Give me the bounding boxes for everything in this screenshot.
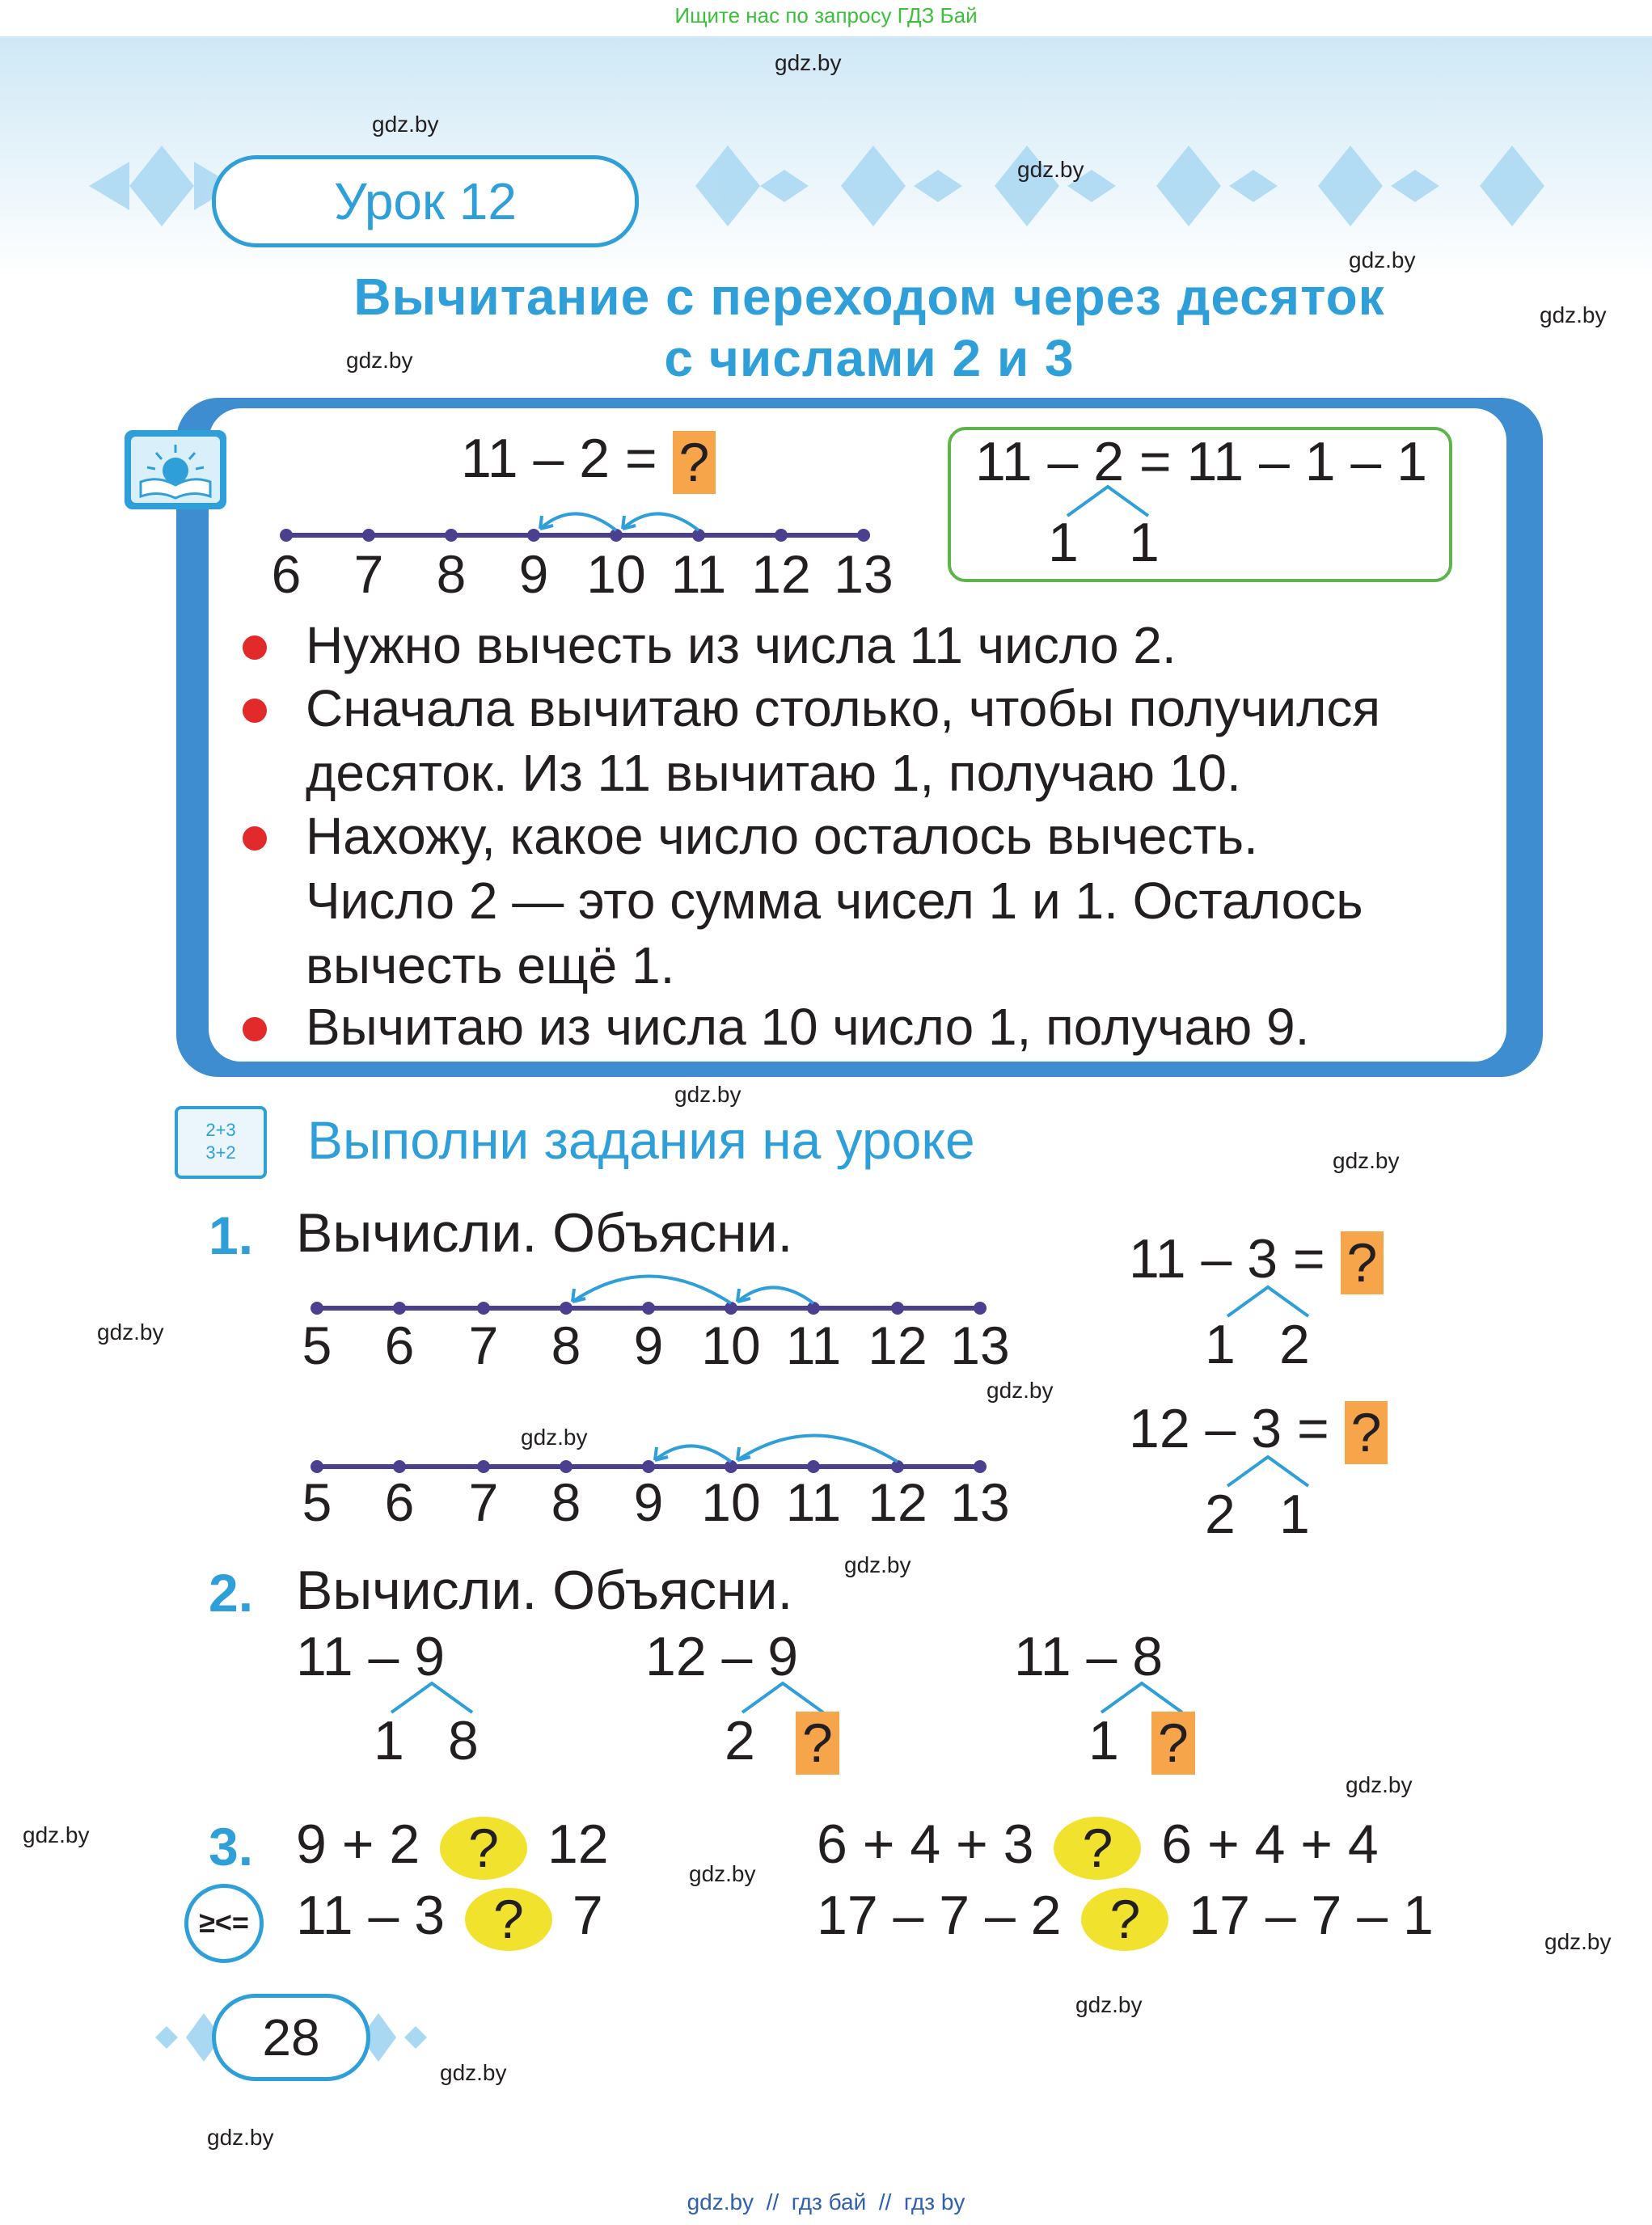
- task3-left: 11 – 3: [296, 1885, 446, 1946]
- tick-label: 6: [384, 1472, 415, 1532]
- bullet-text: [306, 994, 1567, 1059]
- lesson-label: Урок 12: [212, 155, 639, 247]
- task1-eq1-expr: 11 – 3 =: [1129, 1228, 1325, 1290]
- tick-label: 8: [551, 1315, 581, 1375]
- bullet-dot: [243, 826, 267, 851]
- tick-label: 6: [271, 544, 302, 604]
- task1-eq2-expr: 12 – 3 =: [1129, 1398, 1329, 1459]
- tick-label: 5: [302, 1472, 332, 1532]
- tick-label: 9: [518, 544, 549, 604]
- compare-sign-icon: ≥<=: [184, 1884, 264, 1963]
- task3-left: 6 + 4 + 3: [817, 1813, 1034, 1875]
- task3-right: 12: [547, 1813, 609, 1875]
- bullet-text: [306, 804, 1567, 998]
- tick-label: 11: [785, 1472, 842, 1532]
- tick-label: 10: [701, 1315, 761, 1375]
- task1-eq2-part: 1: [1279, 1484, 1310, 1545]
- task3-right: 17 – 7 – 1: [1189, 1885, 1434, 1946]
- task2-item-expr: 11 – 9: [296, 1626, 446, 1687]
- tick-label: 11: [785, 1315, 842, 1375]
- watermark: gdz.by: [372, 112, 439, 137]
- task3-question-circle: ?: [1081, 1888, 1168, 1951]
- task2-item-expr: 11 – 8: [1014, 1626, 1164, 1687]
- bullet-line: Число 2 — это сумма чисел 1 и 1. Осталось: [306, 872, 1363, 930]
- task2-number: 2.: [209, 1563, 254, 1623]
- task1-number: 1.: [209, 1205, 254, 1265]
- page-number: 28: [212, 1994, 370, 2081]
- task2-item-expr: 12 – 9: [645, 1626, 799, 1687]
- watermark: gdz.by: [97, 1319, 164, 1345]
- rule-number-labels: [254, 543, 901, 608]
- bullet-dot: [243, 635, 267, 660]
- task2-item-part: 1: [1088, 1710, 1119, 1771]
- tick-label: 7: [353, 544, 384, 604]
- watermark: gdz.by: [1540, 302, 1607, 327]
- decomposition-part: 1: [1048, 512, 1079, 573]
- task2-item-question: [1151, 1708, 1195, 1775]
- tick-label: 5: [302, 1315, 332, 1375]
- task1-eq1-part: 2: [1279, 1314, 1310, 1375]
- task3-number: 3.: [209, 1817, 254, 1877]
- task1-eq1-part: 1: [1205, 1314, 1236, 1375]
- watermark: gdz.by: [1017, 157, 1084, 182]
- rule-question-box: ?: [673, 431, 716, 494]
- bullet-dot: [243, 1017, 267, 1041]
- task1-text: Вычисли. Объясни.: [296, 1202, 793, 1264]
- task1-eq1-question-box: ?: [1341, 1231, 1384, 1294]
- bullet-dot: [243, 699, 267, 723]
- bullet-line: вычесть ещё 1.: [306, 936, 675, 994]
- bullet-text: [306, 676, 1567, 805]
- board-icon: [175, 1106, 267, 1179]
- tick-label: 13: [950, 1315, 1010, 1375]
- bullet-text: [306, 613, 1567, 678]
- page-title-line1: Вычитание с переходом через десяток: [353, 268, 1385, 326]
- tick-label: 11: [670, 544, 727, 604]
- task2-item-part: 8: [448, 1710, 479, 1771]
- watermark: gdz.by: [844, 1552, 911, 1577]
- task3-question-circle: ?: [1054, 1817, 1141, 1880]
- watermark: gdz.by: [207, 2125, 274, 2150]
- tick-label: 13: [834, 544, 894, 604]
- task3-row: [817, 1813, 1379, 1880]
- task3-right: 7: [572, 1885, 603, 1946]
- tick-label: 12: [868, 1472, 927, 1532]
- task2-text: Вычисли. Объясни.: [296, 1560, 793, 1621]
- task2-item-question: [796, 1708, 839, 1775]
- tick-label: 12: [751, 544, 811, 604]
- tick-label: 9: [633, 1472, 664, 1532]
- board-icon-line: 2+3: [205, 1120, 236, 1140]
- watermark: gdz.by: [346, 348, 413, 373]
- task3-question-circle: ?: [465, 1888, 552, 1951]
- task3-question-circle: ?: [440, 1817, 527, 1880]
- section-heading: Выполни задания на уроке: [307, 1110, 975, 1170]
- watermark: gdz.by: [1544, 1929, 1612, 1954]
- board-icon-line: 3+2: [205, 1142, 236, 1163]
- bullet-line: Нахожу, какое число осталось вычесть.: [306, 807, 1258, 865]
- task3-row: [817, 1884, 1434, 1951]
- task1-line2-labels: [285, 1471, 1012, 1536]
- task2-item-part: 2: [725, 1710, 755, 1771]
- bottom-links[interactable]: gdz.by // гдз бай // гдз by: [687, 2189, 965, 2214]
- task3-row: [296, 1884, 603, 1951]
- tick-label: 10: [701, 1472, 761, 1532]
- page-title-line2: с числами 2 и 3: [664, 329, 1075, 387]
- watermark: gdz.by: [987, 1378, 1054, 1403]
- decomposition-part: 1: [1129, 512, 1160, 573]
- task1-line1-labels: [285, 1315, 1012, 1379]
- task2-question-box: ?: [1151, 1712, 1195, 1775]
- watermark: gdz.by: [521, 1425, 588, 1450]
- watermark: gdz.by: [1333, 1148, 1400, 1173]
- book-icon: [125, 430, 226, 509]
- tick-label: 13: [950, 1472, 1010, 1532]
- tick-label: 8: [551, 1472, 581, 1532]
- bullet-line: Вычитаю из числа 10 число 1, получаю 9.: [306, 998, 1310, 1056]
- bullet-line: Сначала вычитаю столько, чтобы получился: [306, 679, 1381, 737]
- tick-label: 9: [633, 1315, 664, 1375]
- rule-expression: [461, 427, 716, 494]
- task1-number-line-1: [296, 1253, 1008, 1318]
- tick-label: 8: [436, 544, 467, 604]
- task1-eq2-question-box: ?: [1345, 1401, 1388, 1464]
- watermark: gdz.by: [775, 50, 842, 75]
- bullet-line: десяток. Из 11 вычитаю 1, получаю 10.: [306, 744, 1241, 802]
- watermark: gdz.by: [23, 1822, 90, 1847]
- bullet-line: Нужно вычесть из числа 11 число 2.: [306, 616, 1177, 674]
- watermark: gdz.by: [440, 2060, 507, 2085]
- task3-row: [296, 1813, 609, 1880]
- task2-question-box: ?: [796, 1712, 839, 1775]
- watermark: gdz.by: [1346, 1772, 1413, 1797]
- decomposition-expr: 11 – 2 = 11 – 1 – 1: [975, 431, 1427, 492]
- task3-right: 6 + 4 + 4: [1161, 1813, 1379, 1875]
- tick-label: 12: [868, 1315, 927, 1375]
- task1-eq2-part: 2: [1205, 1484, 1236, 1545]
- watermark: gdz.by: [1075, 1992, 1143, 2017]
- rule-expr-text: 11 – 2 =: [461, 428, 657, 489]
- task2-item-part: 1: [374, 1710, 404, 1771]
- watermark: gdz.by: [689, 1861, 756, 1886]
- watermark: gdz.by: [1349, 247, 1416, 272]
- tick-label: 6: [384, 1315, 415, 1375]
- tick-label: 7: [468, 1472, 499, 1532]
- task3-left: 9 + 2: [296, 1813, 420, 1875]
- task3-left: 17 – 7 – 2: [817, 1885, 1062, 1946]
- watermark: gdz.by: [674, 1082, 741, 1107]
- tick-label: 10: [586, 544, 646, 604]
- task1-number-line-2: [296, 1412, 1008, 1476]
- top-note: Ищите нас по запросу ГДЗ Бай: [674, 3, 978, 27]
- tick-label: 7: [468, 1315, 499, 1375]
